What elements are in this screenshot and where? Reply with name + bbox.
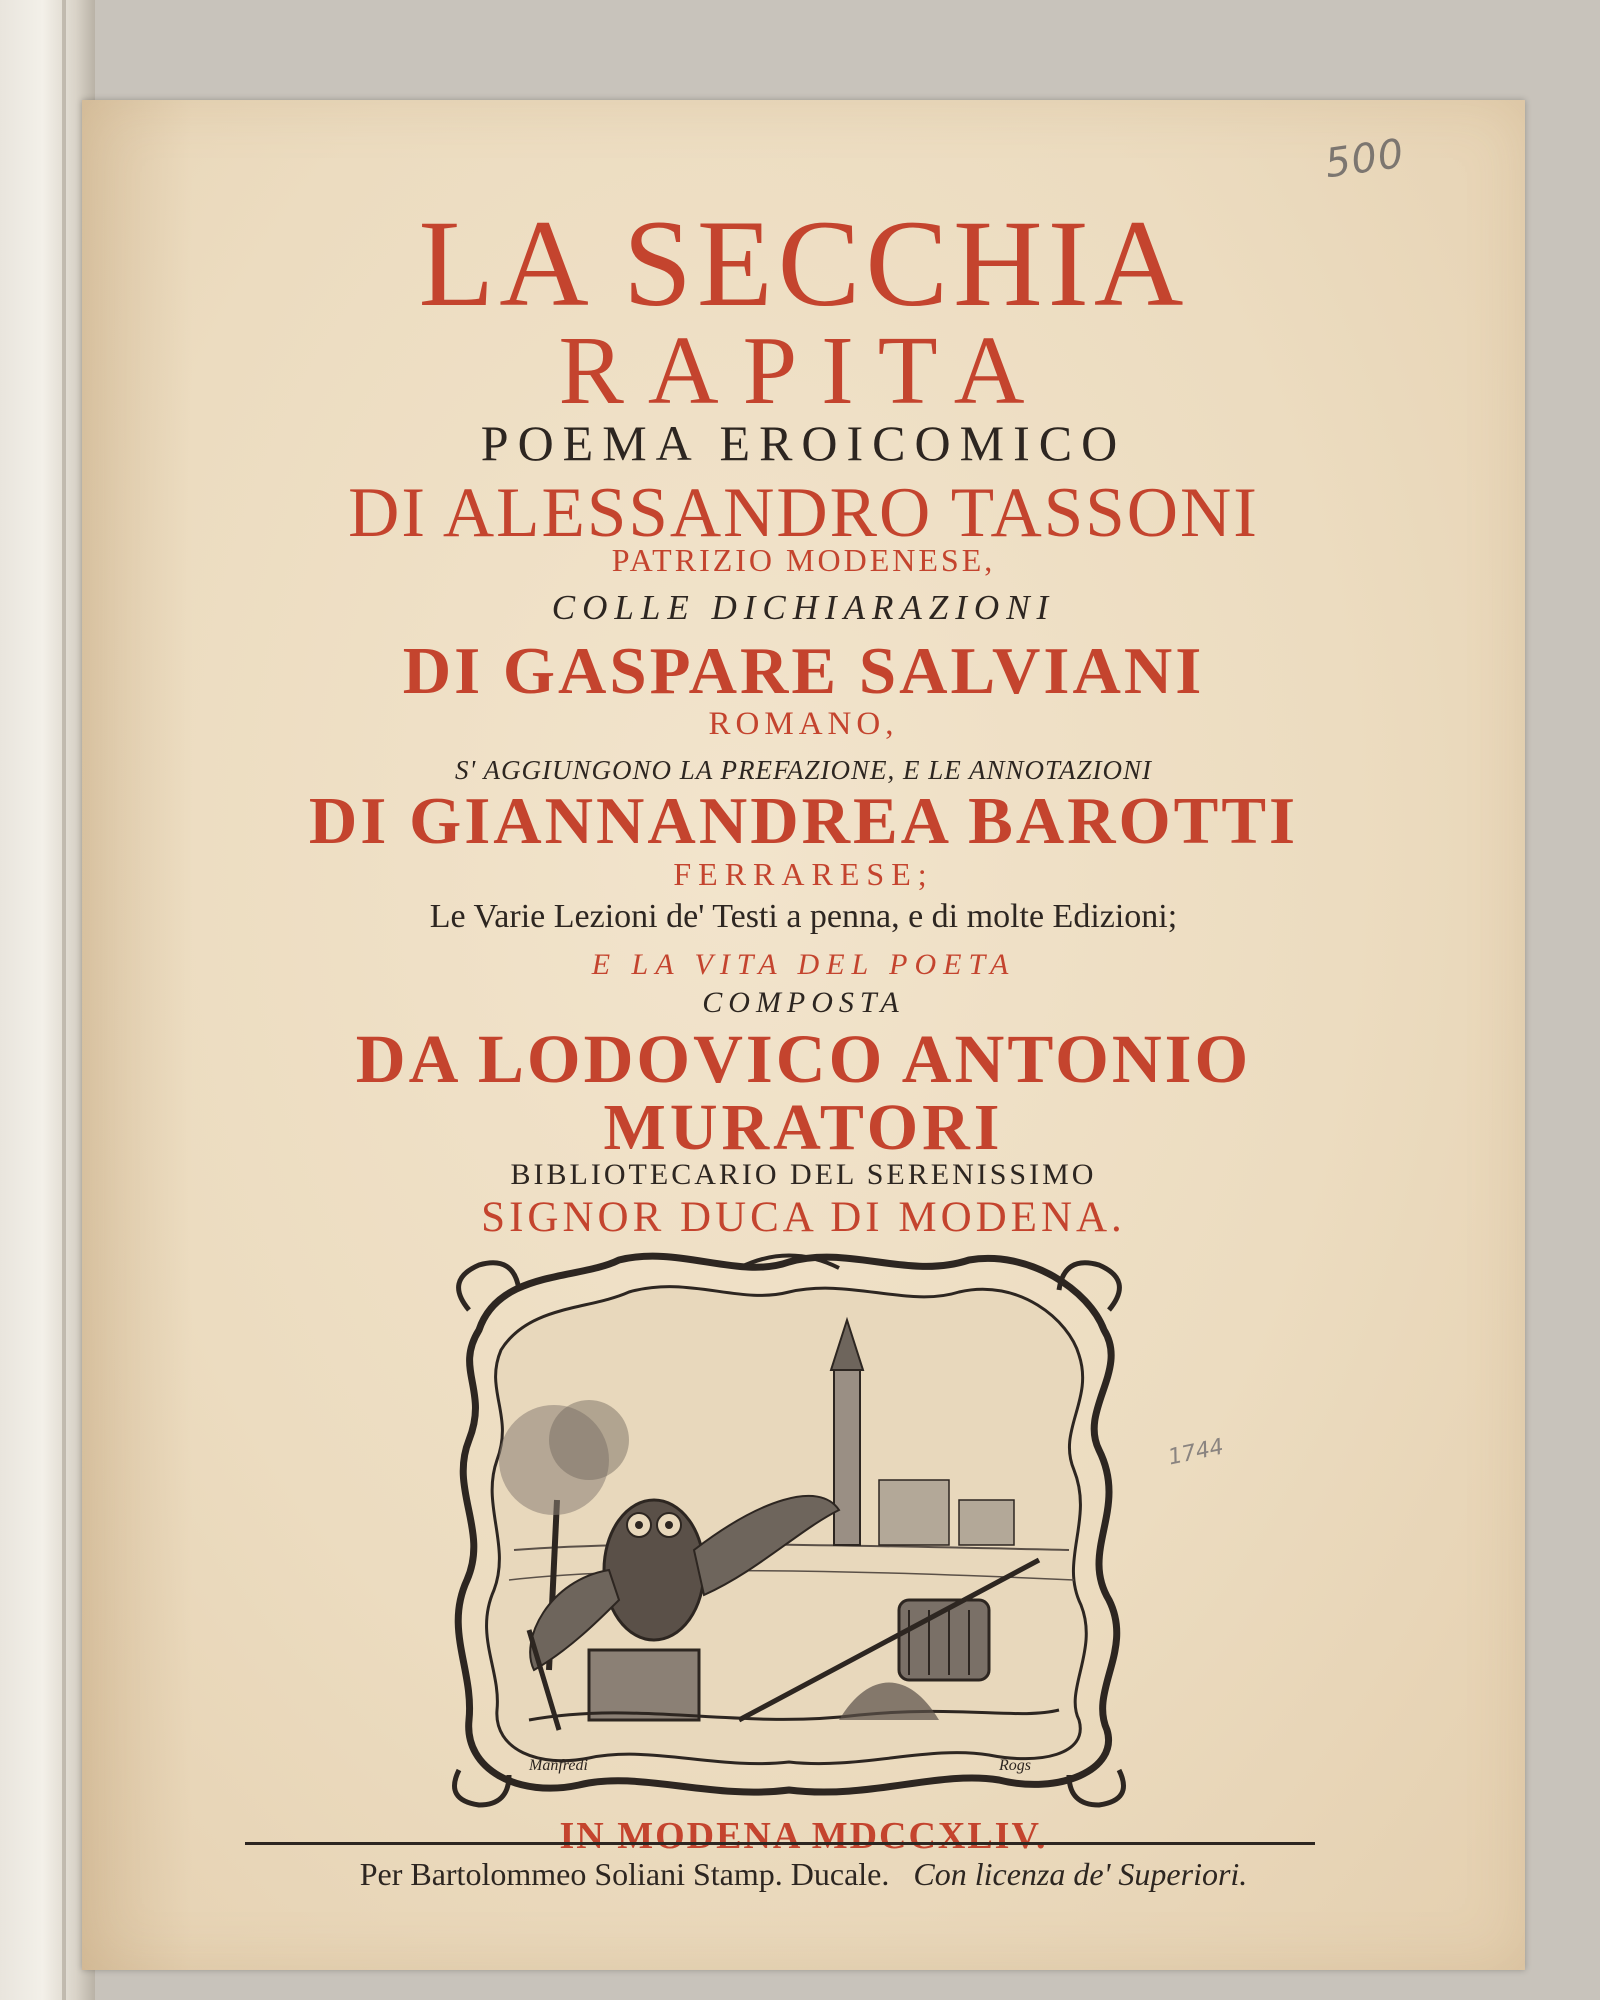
additions-line: S' AGGIUNGONO LA PREFAZIONE, E LE ANNOTAZIONI — [454, 755, 1153, 785]
imprint-place-date: IN MODENA MDCCXLIV. — [559, 1815, 1048, 1857]
engraver-signature-left: Manfredi — [529, 1757, 588, 1774]
patron-line: SIGNOR DUCA DI MODENA. — [481, 1194, 1126, 1241]
with-notes-line: COLLE DICHIARAZIONI — [551, 588, 1056, 627]
imprint-printer-line — [82, 1858, 1525, 1890]
annotator-line: DI GIANNANDREA BAROTTI — [308, 784, 1299, 858]
variants-line: Le Varie Lezioni de' Testi a penna, e di molte Edizioni; — [429, 898, 1178, 935]
life-line: E LA VITA DEL POETA — [591, 948, 1016, 981]
title-line-2: RAPITA — [558, 317, 1049, 425]
engraver-signature-right: Rogs — [999, 1757, 1031, 1774]
pencil-shelfmark: 500 — [1322, 130, 1408, 188]
pencil-date-note: 1744 — [1166, 1434, 1226, 1471]
biographer-description: BIBLIOTECARIO DEL SERENISSIMO — [510, 1158, 1097, 1191]
biographer-line-2: MURATORI — [603, 1091, 1004, 1164]
title-page — [82, 100, 1525, 1970]
commentator-line: DI GASPARE SALVIANI — [402, 634, 1205, 708]
author-line: DI ALESSANDRO TASSONI — [348, 474, 1259, 552]
license-note: Con licenza de' Superiori. — [913, 1856, 1248, 1892]
commentator-description: ROMANO, — [708, 706, 899, 742]
printer-name: Per Bartolommeo Soliani Stamp. Ducale. — [359, 1856, 890, 1892]
book-spine-left — [0, 0, 95, 2000]
subtitle: POEMA EROICOMICO — [480, 415, 1127, 471]
imprint-rule — [245, 1842, 1315, 1845]
composed-line: COMPOSTA — [702, 986, 905, 1019]
engraved-vignette — [439, 1250, 1139, 1810]
annotator-description: FERRARESE; — [673, 856, 934, 892]
author-description: PATRIZIO MODENESE, — [611, 542, 996, 578]
title-line-1: LA SECCHIA — [418, 195, 1189, 332]
biographer-line-1: DA LODOVICO ANTONIO — [355, 1021, 1252, 1097]
